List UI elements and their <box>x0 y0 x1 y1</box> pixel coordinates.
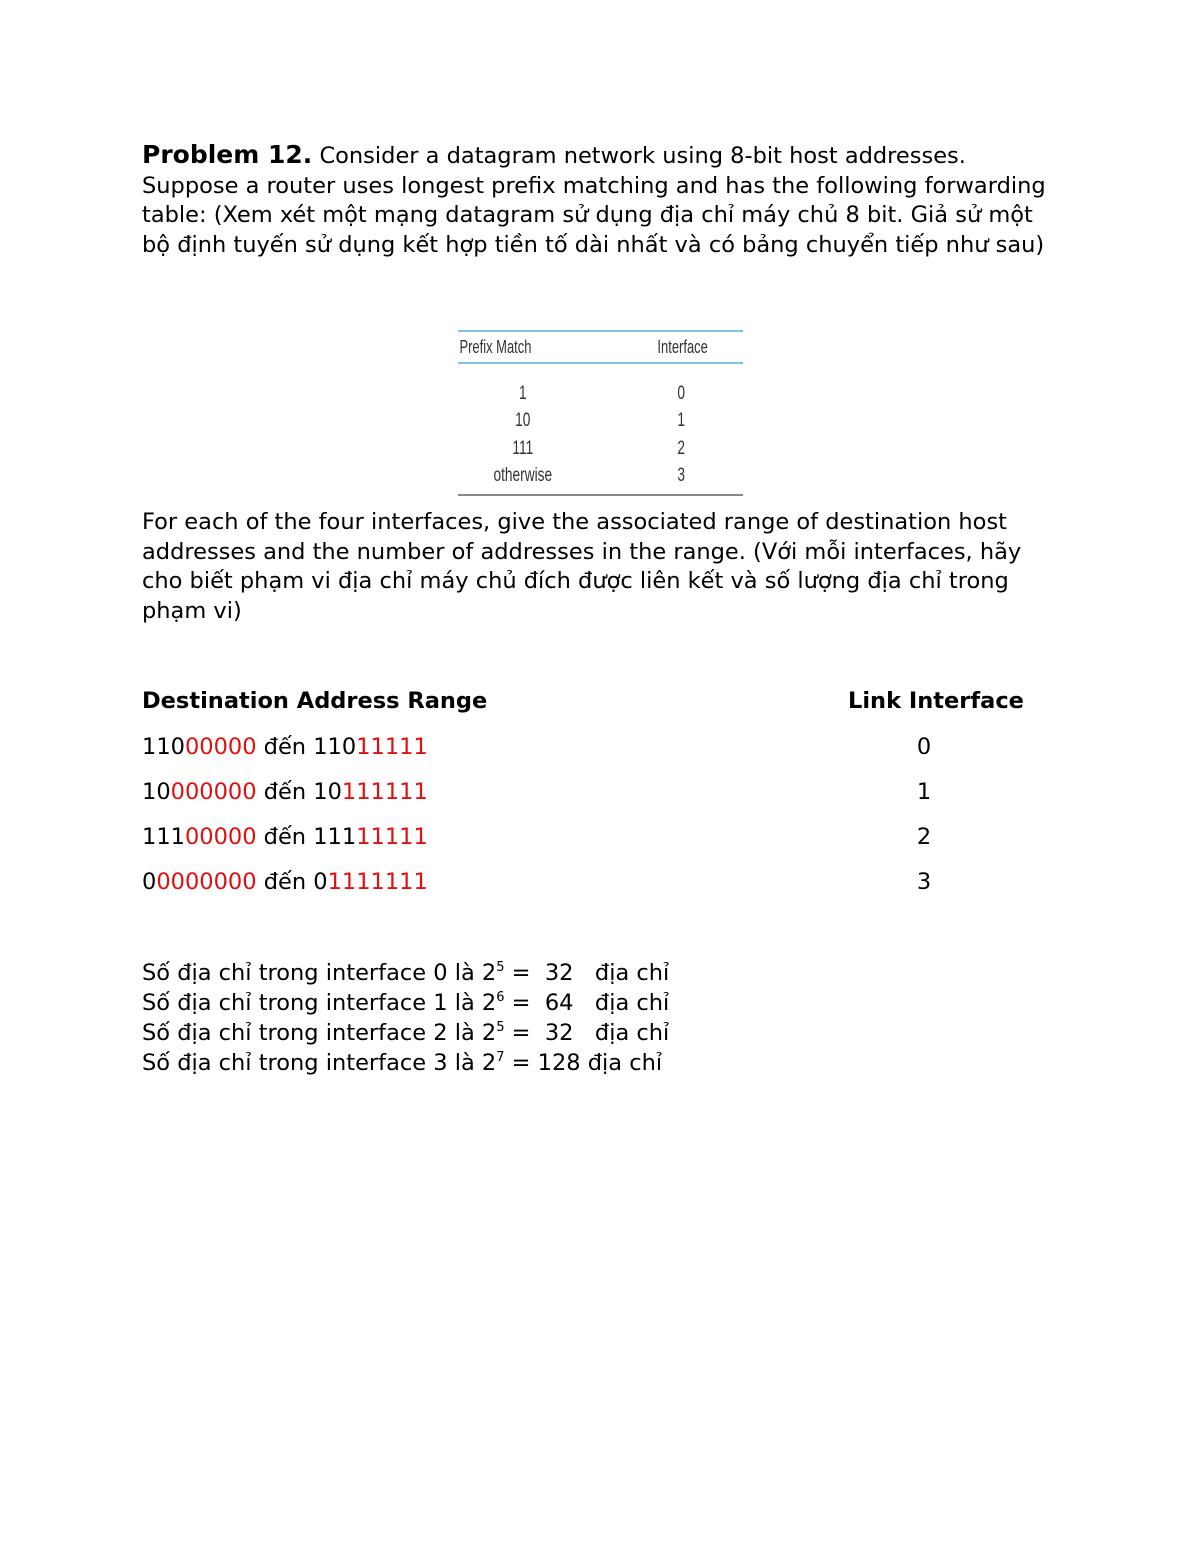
count-line <box>142 1048 669 1078</box>
count-line <box>142 988 669 1018</box>
figure-prefix-cell: 111 <box>512 437 534 459</box>
answer-interface-cell: 0 <box>916 733 932 760</box>
count-exponent: 5 <box>496 1020 505 1035</box>
range-start-suffix: 00000 <box>184 733 257 760</box>
range-start-prefix: 10 <box>142 778 171 805</box>
range-separator: đến <box>256 778 314 805</box>
count-exponent: 5 <box>496 960 505 975</box>
figure-row <box>458 408 743 436</box>
answer-row <box>142 769 1062 814</box>
range-start-prefix: 111 <box>142 823 185 850</box>
range-start-suffix: 0000000 <box>156 868 257 895</box>
range-end-prefix: 0 <box>313 868 328 895</box>
range-end-suffix: 1111111 <box>327 868 428 895</box>
range-separator: đến <box>256 823 314 850</box>
forwarding-table-figure <box>458 330 743 496</box>
answer-row <box>142 859 1062 904</box>
figure-header-row <box>458 332 743 362</box>
figure-prefix-cell: 1 <box>518 382 527 404</box>
count-exponent: 6 <box>496 990 505 1005</box>
range-start-prefix: 0 <box>142 868 157 895</box>
figure-interface-cell: 0 <box>677 382 686 404</box>
problem-label: Problem 12. <box>142 140 313 169</box>
range-end-suffix: 111111 <box>341 778 428 805</box>
figure-interface-cell: 2 <box>677 437 686 459</box>
count-exponent: 7 <box>496 1050 505 1065</box>
count-text: Số địa chỉ trong interface 0 là 2 <box>142 960 497 986</box>
answer-interface-cell: 1 <box>916 778 932 805</box>
figure-interface-cell: 3 <box>677 465 686 487</box>
answer-header-row <box>142 686 1062 716</box>
answer-table <box>142 686 1062 904</box>
range-start-suffix: 00000 <box>184 823 257 850</box>
count-result: = 128 địa chỉ <box>504 1050 663 1076</box>
range-end-prefix: 110 <box>313 733 357 760</box>
problem-text: Consider a datagram network using 8-bit host addresses. Suppose a router uses longest prefix matching and has the following forwarding table: (Xem xét một mạng datagram sử dụng địa chỉ máy chủ 8 bit. Giả sử một bộ định tuyến sử dụng kết hợp tiền tố dài nhất và có bảng chuyển tiếp như sau) <box>142 143 1046 258</box>
answer-range-cell <box>142 824 912 850</box>
figure-prefix-cell: otherwise <box>493 465 553 487</box>
answer-range-cell <box>142 734 912 760</box>
answer-range-cell <box>142 779 912 805</box>
count-result: = 32 địa chỉ <box>504 1020 670 1046</box>
answer-header-interface: Link Interface <box>848 688 1024 714</box>
range-start-prefix: 110 <box>142 733 185 760</box>
answer-header-range: Destination Address Range <box>142 688 488 714</box>
answer-range-cell <box>142 869 912 895</box>
figure-row <box>458 380 743 408</box>
range-end-prefix: 10 <box>313 778 342 805</box>
figure-header-prefix: Prefix Match <box>459 336 532 357</box>
range-separator: đến <box>256 733 314 760</box>
answer-interface-cell: 3 <box>916 868 932 895</box>
range-start-suffix: 000000 <box>170 778 257 805</box>
figure-row <box>458 463 743 491</box>
range-end-suffix: 11111 <box>356 733 428 760</box>
range-end-prefix: 111 <box>313 823 357 850</box>
figure-interface-cell: 1 <box>677 410 686 432</box>
count-line <box>142 958 669 988</box>
question-paragraph: For each of the four interfaces, give the associated range of destination host addresses and the number of addresses in the range. (Với mỗi interfaces, hãy cho biết phạm vi địa chỉ máy chủ đích được liên kết và số lượng địa chỉ trong phạm vi) <box>142 509 1022 624</box>
figure-bottom-rule <box>458 494 743 496</box>
answer-row <box>142 814 1062 859</box>
count-result: = 64 địa chỉ <box>504 990 670 1016</box>
count-result: = 32 địa chỉ <box>504 960 670 986</box>
answer-interface-cell: 2 <box>916 823 932 850</box>
address-counts <box>142 958 669 1078</box>
figure-header-interface: Interface <box>657 336 708 357</box>
figure-row <box>458 435 743 463</box>
range-end-suffix: 11111 <box>356 823 428 850</box>
count-line <box>142 1018 669 1048</box>
count-text: Số địa chỉ trong interface 1 là 2 <box>142 990 497 1016</box>
count-text: Số địa chỉ trong interface 3 là 2 <box>142 1050 497 1076</box>
figure-prefix-cell: 10 <box>515 410 531 432</box>
count-text: Số địa chỉ trong interface 2 là 2 <box>142 1020 497 1046</box>
document-page <box>142 140 1062 1076</box>
answer-row <box>142 724 1062 769</box>
problem-paragraph <box>142 140 1062 260</box>
range-separator: đến <box>256 868 314 895</box>
